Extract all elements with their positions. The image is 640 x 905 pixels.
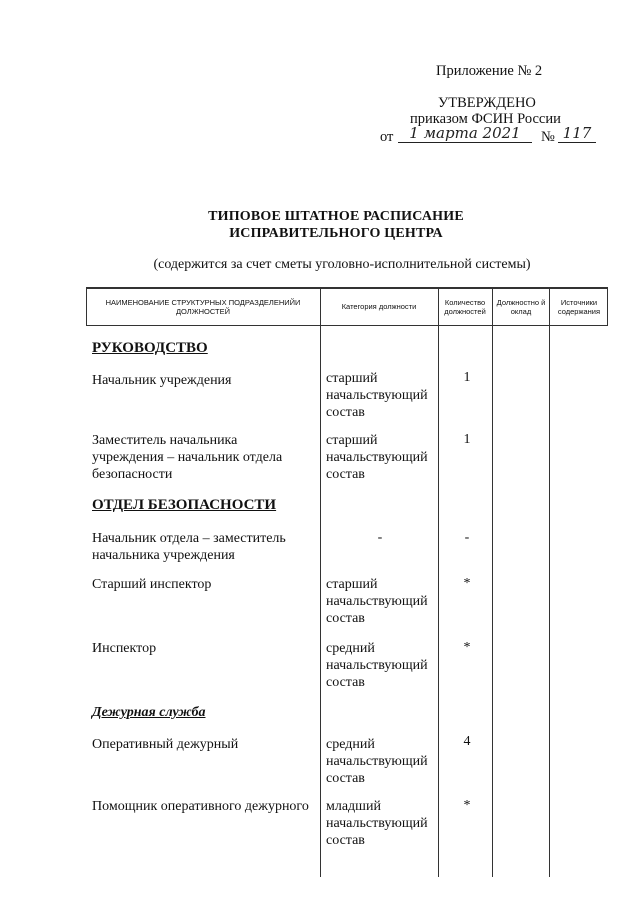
position-category: средний начальствующий состав xyxy=(326,641,428,690)
document-title-line1: ТИПОВОЕ ШТАТНОЕ РАСПИСАНИЕ xyxy=(208,209,464,224)
date-from-label: от xyxy=(380,129,394,145)
position-name: Заместитель начальника учреждения – начальник отдела безопасности xyxy=(92,433,283,482)
position-category: старший начальствующий состав xyxy=(326,433,428,482)
position-count: 4 xyxy=(463,734,471,749)
document-title-line2: ИСПРАВИТЕЛЬНОГО ЦЕНТРА xyxy=(229,226,443,241)
position-name: Начальник отдела – заместитель начальника учреждения xyxy=(92,531,286,563)
position-name: Инспектор xyxy=(92,641,157,656)
position-count: * xyxy=(463,640,471,655)
position-count: 1 xyxy=(463,370,471,385)
position-count: * xyxy=(463,798,471,813)
position-count: * xyxy=(463,576,471,591)
section-heading: ОТДЕЛ БЕЗОПАСНОСТИ xyxy=(92,497,277,513)
position-count: - xyxy=(464,530,470,545)
header-salary: Должностно й оклад xyxy=(496,297,546,316)
position-category: - xyxy=(377,530,383,545)
handwritten-number: 117 xyxy=(558,124,596,143)
funding-note: (содержится за счет сметы уголовно-исполнительной системы) xyxy=(153,257,531,272)
subsection-heading: Дежурная служба xyxy=(92,705,206,720)
header-position-name: НАИМЕНОВАНИЕ СТРУКТУРНЫХ ПОДРАЗДЕЛЕНИЙИ ДОЛЖНОСТЕЙ xyxy=(105,297,301,316)
position-name: Оперативный дежурный xyxy=(92,737,239,752)
header-count: Количество должностей xyxy=(444,297,486,316)
position-category: старший начальствующий состав xyxy=(326,577,428,626)
position-name: Помощник оперативного дежурного xyxy=(92,799,309,814)
approved-label: УТВЕРЖДЕНО xyxy=(438,95,536,111)
order-label: приказом ФСИН России xyxy=(410,111,561,127)
position-category: средний начальствующий состав xyxy=(326,737,428,786)
number-label: № xyxy=(541,129,555,145)
header-source: Источники содержания xyxy=(557,297,601,316)
position-name: Старший инспектор xyxy=(92,577,212,592)
section-heading: РУКОВОДСТВО xyxy=(92,340,208,356)
handwritten-date: 1 марта 2021 xyxy=(398,124,532,143)
header-category: Категория должности xyxy=(341,302,417,311)
position-category: младший начальствующий состав xyxy=(326,799,428,848)
position-count: 1 xyxy=(463,432,471,447)
appendix-label: Приложение № 2 xyxy=(436,63,543,79)
position-category: старший начальствующий состав xyxy=(326,371,428,420)
position-name: Начальник учреждения xyxy=(92,373,232,388)
